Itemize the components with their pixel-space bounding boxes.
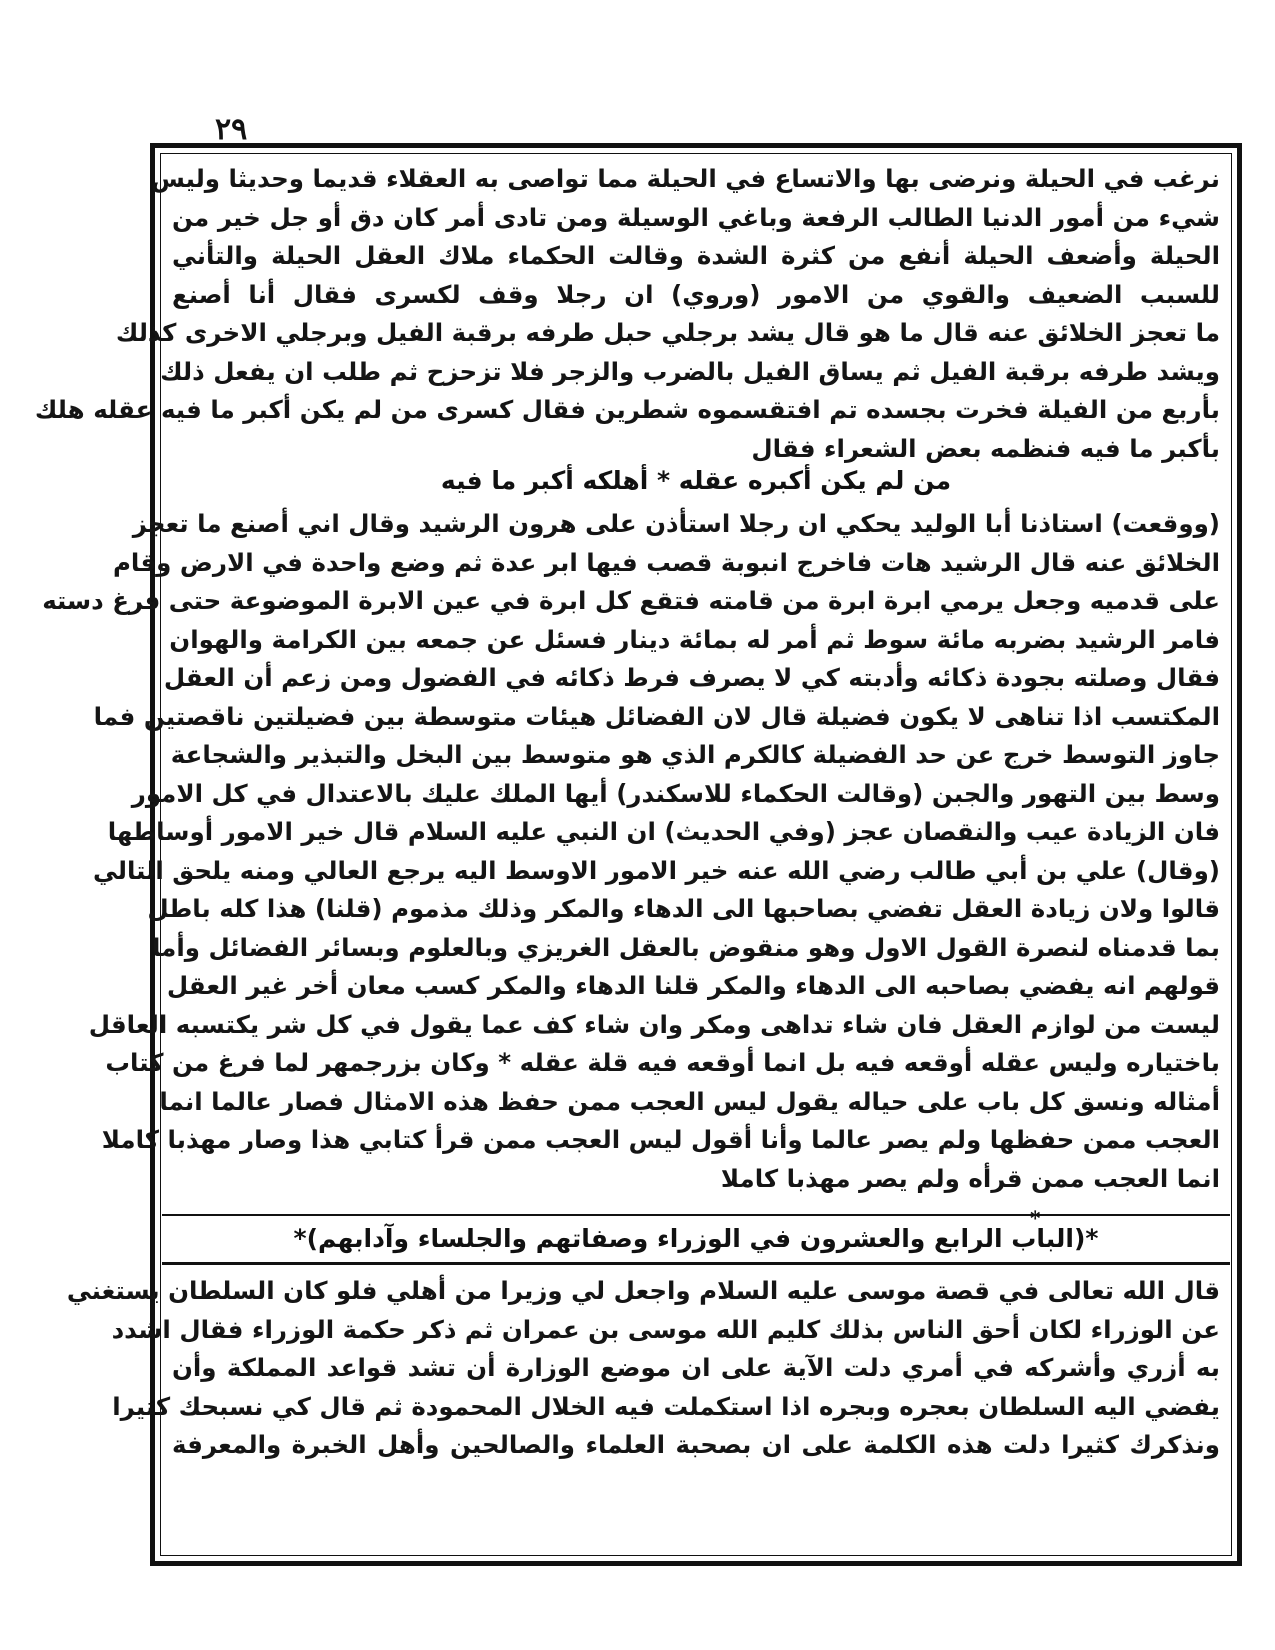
- text-line: فان الزيادة عيب والنقصان عجز (وفي الحديث) ان النبي عليه السلام قال خير الامور أوساطها: [107, 817, 1220, 846]
- text-line: نرغب في الحيلة ونرضى بها والاتساع في الحيلة مما تواصى به العقلاء قديما وحديثا وليس: [150, 164, 1220, 193]
- text-line: ويشد طرفه برقبة الفيل ثم يساق الفيل بالضرب والزجر فلا تزحزح ثم طلب ان يفعل ذلك: [160, 356, 1220, 386]
- body-paragraph-1: [34, 160, 1220, 468]
- verse-line: من لم يكن أكبره عقله * أهلكه أكبر ما فيه: [440, 466, 952, 495]
- text-line: عن الوزراء لكان أحق الناس بذلك كليم الله موسى بن عمران ثم ذكر حكمة الوزراء فقال اشدد: [111, 1314, 1220, 1344]
- text-line: قولهم انه يفضي بصاحبه الى الدهاء والمكر قلنا الدهاء والمكر كسب معان أخر غير العقل: [166, 971, 1220, 1000]
- text-line: ما تعجز الخلائق عنه قال ما هو قال يشد برجلي حبل طرفه برقبة الفيل وبرجلي الاخرى كذلك: [115, 318, 1220, 347]
- text-line: الخلائق عنه قال الرشيد هات فاخرج انبوبة قصب فيها ابر عدة ثم وضع واحدة في الارض وقام: [112, 547, 1220, 577]
- divider-rule-bottom: [162, 1262, 1230, 1265]
- text-line: فقال وصلته بجودة ذكائه وأدبته كي لا يصرف فرط ذكائه في الفضول ومن زعم أن العقل: [163, 663, 1220, 692]
- text-line-last: بأكبر ما فيه فنظمه بعض الشعراء فقال: [751, 433, 1220, 463]
- text-line: (ووقعت) استاذنا أبا الوليد يحكي ان رجلا استأذن على هرون الرشيد وقال اني أصنع ما تعجز: [132, 509, 1220, 538]
- text-line: جاوز التوسط خرج عن حد الفضيلة كالكرم الذي هو متوسط بين البخل والتبذير والشجاعة: [170, 740, 1220, 769]
- text-line: للسبب الضعيف والقوي من الامور (وروي) ان رجلا وقف لكسرى فقال أنا أصنع: [172, 279, 1220, 309]
- text-line: فامر الرشيد بضربه مائة سوط ثم أمر له بمائة دينار فسئل عن جمعه بين الكرامة والهوان: [169, 624, 1220, 654]
- text-line: على قدميه وجعل يرمي ابرة ابرة من قامته فتقع كل ابرة في عين الابرة الموضوعة حتى فرغ دسته: [42, 586, 1220, 615]
- text-line: أمثاله ونسق كل باب على حياله يقول ليس العجب ممن حفظ هذه الامثال فصار عالما انما: [159, 1086, 1220, 1116]
- text-line: قال الله تعالى في قصة موسى عليه السلام واجعل لي وزيرا من أهلي فلو كان السلطان يستغني: [66, 1276, 1220, 1305]
- text-line: باختياره وليس عقله أوقعه فيه بل انما أوقعه فيه قلة عقله * وكان بزرجمهر لما فرغ من كتاب: [105, 1048, 1220, 1077]
- text-line: وسط بين التهور والجبن (وقالت الحكماء للاسكندر) أيها الملك عليك بالاعتدال في كل الامور: [131, 778, 1220, 808]
- asterisk-ornament: *: [1030, 1206, 1041, 1230]
- text-line-last: انما العجب ممن قرأه ولم يصر مهذبا كاملا: [720, 1163, 1220, 1193]
- text-line: يفضي اليه السلطان بعجره وبجره اذا استكملت فيه الخلال المحمودة ثم قال كي نسبحك كثيرا: [112, 1391, 1220, 1421]
- body-paragraph-2: [42, 505, 1220, 1198]
- text-line: ليست من لوازم العقل فان شاء تداهى ومكر وان شاء كف عما يقول في كل شر يكتسبه العاقل: [88, 1009, 1220, 1039]
- text-line: الحيلة وأضعف الحيلة أنفع من كثرة الشدة وقالت الحكماء ملاك العقل الحيلة والتأني: [172, 241, 1220, 270]
- body-paragraph-3: [66, 1272, 1220, 1465]
- verse: [172, 462, 1220, 500]
- text-line: بما قدمناه لنصرة القول الاول وهو منقوض بالعقل الغريزي وبالعلوم وبسائر الفضائل وأما: [151, 932, 1220, 962]
- page-number: ٢٩: [215, 112, 248, 147]
- text-line: (وقال) علي بن أبي طالب رضي الله عنه خير الامور الاوسط اليه يرجع العالي ومنه يلحق التالي: [92, 855, 1220, 885]
- text-line: بأربع من الفيلة فخرت بجسده تم افتقسموه شطرين فقال كسرى من لم يكن أكبر ما فيه عقله هلك: [34, 395, 1220, 424]
- text-line: به أزري وأشركه في أمري دلت الآية على ان موضع الوزارة أن تشد قواعد المملكة وأن: [172, 1353, 1220, 1382]
- text-line: المكتسب اذا تناهى لا يكون فضيلة قال لان الفضائل هيئات متوسطة بين فضيلتين ناقصتين فما: [93, 701, 1220, 731]
- divider-rule-top: [162, 1214, 1230, 1216]
- chapter-heading: *(الباب الرابع والعشرون في الوزراء وصفاتهم والجلساء وآدابهم)*: [293, 1224, 1099, 1253]
- text-line: ونذكرك كثيرا دلت هذه الكلمة على ان بصحبة العلماء والصالحين وأهل الخبرة والمعرفة: [172, 1430, 1220, 1459]
- text-line: قالوا ولان زيادة العقل تفضي بصاحبها الى الدهاء والمكر وذلك مذموم (قلنا) هذا كله باطل: [147, 894, 1220, 923]
- text-line: شيء من أمور الدنيا الطالب الرفعة وباغي الوسيلة ومن تادى أمر كان دق أو جل خير من: [172, 202, 1220, 232]
- text-line: العجب ممن حفظها ولم يصر عالما وأنا أقول ليس العجب ممن قرأ كتابي هذا وصار مهذبا كاملا: [101, 1125, 1220, 1154]
